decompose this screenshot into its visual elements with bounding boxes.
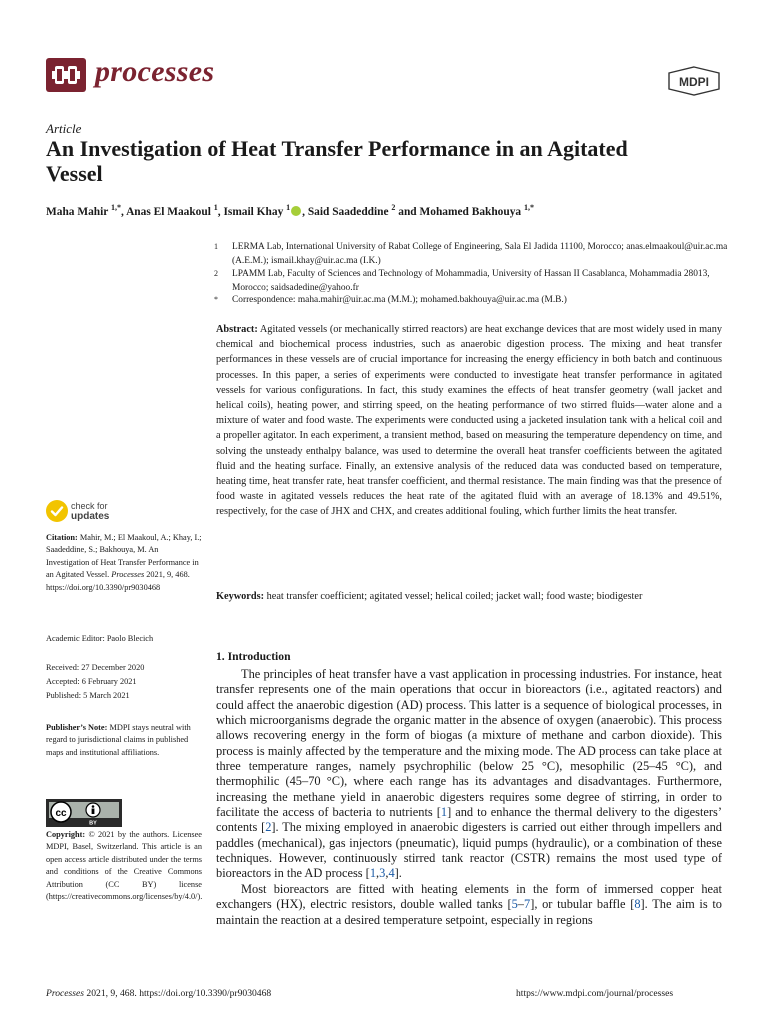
check-updates-label[interactable]: updates [71,511,110,522]
mdpi-logo-text: MDPI [679,75,709,89]
cc-by-license-icon[interactable] [46,799,122,827]
citation-link[interactable]: 7 [524,897,531,912]
citation-link[interactable]: 4 [388,866,395,881]
svg-text:cc: cc [55,808,67,819]
affiliation-mark: 2 [214,269,218,278]
copyright-label: Copyright: [46,830,86,839]
citation-journal: Processes [111,570,145,580]
published-date: Published: 5 March 2021 [46,691,130,700]
author-sup: 1,* [523,203,534,212]
citation-link[interactable]: 1 [440,805,448,820]
affiliation-2 [214,267,724,295]
author-list: Maha Mahir $^{1,*}$, Anas El Maakoul $^1$, Ismail Khay $^1$ , Said Saadeddine $^2$ and Mohamed Bakhouya $^{1,*}$ [46,203,534,218]
paragraph: The principles of heat transfer have a vast application in processing industries. For instance, heat transfer represents one of the main operations that occur in bioreactors (i.e., agitated reactors) and could affect the anaerobic digestion (AD) process. This latter is a sequence of biological processes, in which microorganisms degrade the organic matter in the absence of oxygen (anaerobic). This process allows recovering energy in the form of biogas (a mixture of methane and carbon dioxide). This process is mainly affected by the temperature and the mixing mode. The AD process can take place at three temperature ranges, namely psychrophilic (below 25 °C), mesophilic (25–45 °C), and thermophilic (45–70 °C), where each range has its advantages and disadvantages. Furthermore, increasing the methane yield in anaerobic digesters requires some degree of stirring, in order to facilitate the access of bacteria to nutrients [1] and to enhance the thermal delivery to the digesters’ contents [2]. The mixing employed in anaerobic digesters is carried out either through impellers and paddles (mechanical), gas injectors (pneumatic), liquid pumps (hydraulic), or a combination of these techniques. However, continuously stirred tank reactor (CSTR) remains the most used type of bioreactors in the AD process [1,3,4]. [216,667,723,881]
copyright-text: © 2021 by the authors. Licensee MDPI, Basel, Switzerland. This article is an open access article distributed under the terms and conditions of the Creative Commons Attribution (CC BY) license (https://creativecommons.org/licenses/by/4.0/). [46,830,203,902]
citation-link[interactable]: 2 [265,820,272,835]
citation-label: Citation: [46,533,78,542]
accepted-date: Accepted: 6 February 2021 [46,677,137,686]
note-label: Publisher’s Note: [46,723,108,732]
introduction-body [216,667,722,928]
keywords-text: heat transfer coefficient; agitated vessel; helical coiled; jacket wall; food waste; biodigester [266,591,643,602]
citation-link[interactable]: 1 [369,866,377,881]
affiliation-text: LERMA Lab, International University of Rabat College of Engineering, Sala El Jadida 11100, Morocco; anas.elmaakoul@uir.ac.ma (A.E.M.); ismail.khay@uir.ac.ma (I.K.) [232,242,728,266]
check-for-updates-label[interactable]: check for [71,501,108,511]
author-name[interactable]: Maha Mahir [46,205,109,218]
journal-name[interactable]: processes [95,55,215,88]
correspondence-text: Correspondence: maha.mahir@uir.ac.ma (M.M.); mohamed.bakhouya@uir.ac.ma (M.B.) [232,295,567,305]
abstract-label: Abstract: [216,324,258,335]
author-name[interactable]: Ismail Khay [223,205,284,218]
affiliation-mark: 1 [214,242,218,251]
mdpi-logo[interactable] [667,66,721,96]
correspondence [214,293,724,307]
author-sup: 1 [286,203,291,212]
affiliation-1 [214,240,728,268]
citation-doi[interactable]: 2021, 9, 468. https://doi.org/10.3390/pr9030468 [46,570,190,592]
abstract [216,322,722,520]
academic-editor: Academic Editor: Paolo Blecich [46,634,154,643]
author-name[interactable]: Mohamed Bakhouya [419,205,522,218]
check-for-updates-icon[interactable] [46,500,68,522]
citation-link[interactable]: 5 [511,897,518,912]
section-heading-introduction: 1. Introduction [216,650,291,663]
author-connector: and [398,205,417,218]
author-sup: 2 [391,203,396,212]
page-title: An Investigation of Heat Transfer Performance in an Agitated Vessel [46,136,628,186]
author-name[interactable]: Said Saadeddine [307,205,389,218]
keywords-label: Keywords: [216,591,265,602]
paragraph: Most bioreactors are fitted with heating elements in the form of immersed copper heat exchangers (HX), electric resistors, double walled tanks [5–7], or tubular baffle [8]. The aim is to maintain the reaction at a desired temperature setpoint, especially in regions [216,881,722,927]
citation-link[interactable]: 8 [634,897,641,912]
footer-citation[interactable] [46,988,271,999]
affiliation-mark: * [214,295,218,304]
author-sup: 1 [213,203,218,212]
footer-doi[interactable]: 2021, 9, 468. https://doi.org/10.3390/pr9030468 [86,988,272,999]
footer-journal: Processes [46,988,85,999]
abstract-text: Agitated vessels (or mechanically stirred reactors) are heat exchange devices that are most widely used in many chemical and biochemical process industries, such as anaerobic digestion process. The mixing and heat transfer performances in these vessels are of crucial importance for increasing the energy efficiency in both batch and continuous processes. In this paper, a series of experiments were conducted to investigate heat transfer performance in agitated vessels for various configurations. In fact, this study examines the effects of heat transfer geometry (wall jacket and helical coils), heating power, and stirring speed, on the heating performance of two stirred fluids—water alone and a mixture of water and food waste. The experiments were conducted using a jacketed insulation tank with a helical coil and a propeller agitator. In each experiment, a transient method, based on measuring the temperature dependency on time, and solving the unsteady enthalpy balance, was used to determine the overall heat transfer coefficients between the agitated fluid and the heating surface. Finally, an extensive analysis of the reduced data was conducted based on temperature, heating time, heat transfer rate, heat transfer coefficient, and thermal resistance. The main finding was that the presence of food waste in agitated vessels reduces the heat rate of the agitated fluid with an average of 18.13% and 49.51%, respectively, for the case of JHX and CHX, and creates additional fouling, which further limits the heat transfer. [216,324,722,518]
note-text: MDPI stays neutral with regard to jurisdictional claims in published maps and institutional affiliations. [46,723,191,757]
citation-block [46,532,202,594]
received-date: Received: 27 December 2020 [46,663,145,672]
affiliation-text: LPAMM Lab, Faculty of Sciences and Technology of Mohammadia, University of Hassan II Casablanca, Mohammadia 28013, Morocco; saidsadedine@yahoo.fr [232,269,710,293]
article-type: Article [46,121,82,136]
orcid-icon[interactable] [291,206,301,216]
journal-logo-icon [46,58,86,92]
author-name[interactable]: Anas El Maakoul [126,205,211,218]
citation-link[interactable]: 3 [379,866,386,881]
citation-text: Mahir, M.; El Maakoul, A.; Khay, I.; Saadeddine, S.; Bakhouya, M. An Investigation of Heat Transfer Performance in an Agitated Vessel. [46,533,202,580]
author-sup: 1,* [110,203,121,212]
copyright-block [46,829,202,903]
publishers-note [46,722,202,759]
keywords [216,589,722,604]
cc-by-label: BY [89,820,97,826]
footer-journal-url[interactable]: https://www.mdpi.com/journal/processes [516,988,674,999]
